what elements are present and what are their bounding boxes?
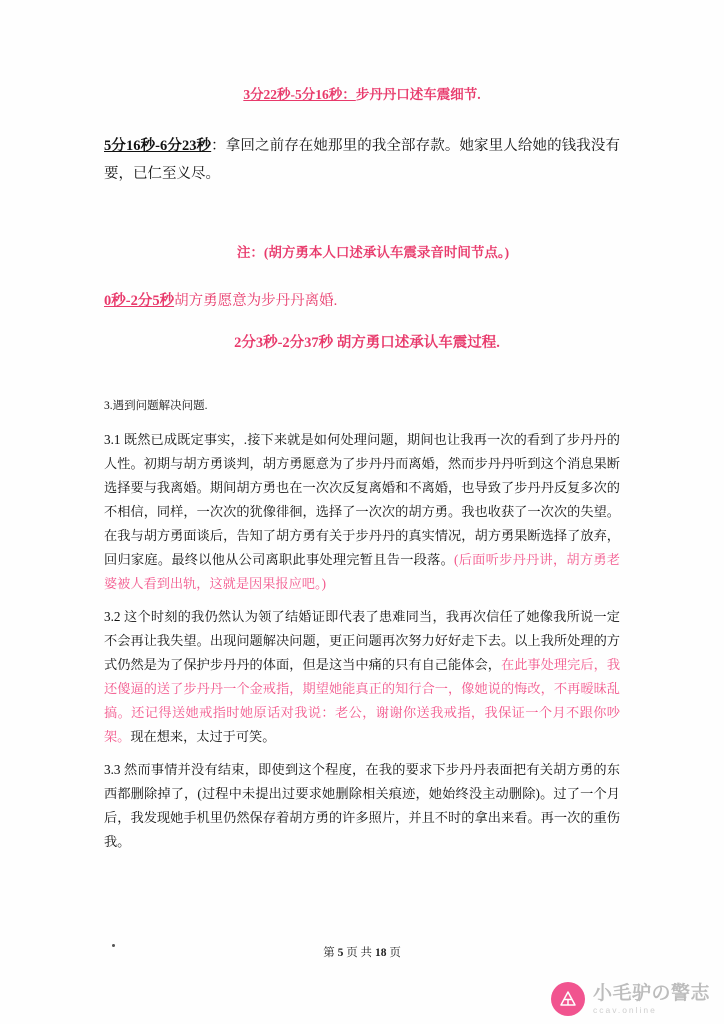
paragraph-3-2 bbox=[104, 605, 620, 749]
timeline-b-text: ：拿回之前存在她那里的我全部存款。她家里人给她的钱我没有要，已仁至义尽。 bbox=[104, 137, 620, 183]
watermark bbox=[551, 982, 710, 1016]
footer-total-pages: 18 bbox=[374, 947, 387, 959]
footer-middle: 页 共 bbox=[346, 947, 373, 959]
timeline-entry-d bbox=[104, 332, 620, 355]
watermark-text bbox=[593, 984, 710, 1015]
document-body bbox=[104, 84, 620, 863]
timeline-a-range: 3分22秒-5分16秒： bbox=[243, 87, 356, 102]
timeline-entry-a bbox=[104, 84, 620, 106]
footer-prefix: 第 bbox=[323, 947, 335, 959]
watermark-sub-text: ccav.online bbox=[592, 1004, 657, 1015]
paragraph-3-2-text: 3.2 这个时刻的我仍然认为领了结婚证即代表了患难同当，我再次信任了她像我所说一定不会再让我失望。出现问题解决问题，更正问题再次努力好好走下去。以上我所处理的方式仍然是为了保护步丹丹的体面，但是这当中痛的只有自己能体会， bbox=[104, 608, 620, 672]
timeline-d-text: 胡方勇口述承认车震过程. bbox=[336, 334, 500, 351]
timeline-entry-b bbox=[104, 132, 620, 189]
page-footer bbox=[0, 944, 724, 960]
timeline-entry-c bbox=[104, 288, 620, 316]
paragraph-3-2-text-tail: 现在想来，太过于可笑。 bbox=[130, 728, 276, 744]
timeline-a-text: 步丹丹口述车震细节. bbox=[355, 87, 481, 102]
footer-page-number: 5 bbox=[337, 947, 344, 959]
watermark-logo-icon bbox=[551, 982, 585, 1016]
timeline-b-range: 5分16秒-6分23秒 bbox=[104, 137, 212, 154]
footer-suffix: 页 bbox=[389, 947, 401, 959]
timeline-c-range: 0秒-2分5秒 bbox=[104, 293, 175, 310]
paragraph-3-1 bbox=[104, 428, 620, 596]
paragraph-3-3: 3.3 然而事情并没有结束，即使到这个程度，在我的要求下步丹丹表面把有关胡方勇的东西都删除掉了，(过程中未提出过要求她删除相关痕迹，她始终没主动删除)。过了一个月后，我发现她手机里仍然保存着胡方勇的许多照片，并且不时的拿出来看。再一次的重伤我。 bbox=[104, 761, 620, 849]
paragraph-3-1-text: 3.1 既然已成既定事实，.接下来就是如何处理问题，期间也让我再一次的看到了步丹丹的人性。初期与胡方勇谈判，胡方勇愿意为了步丹丹而离婚，然而步丹丹听到这个消息果断选择要与我离婚。期间胡方勇也在一次次反复离婚和不离婚，也导致了步丹丹反复多次的不相信，同样，一次次的犹像徘徊，选择了一次次的胡方勇。我也收获了一次次的失望。在我与胡方勇面谈后，告知了胡方勇有关于步丹丹的真实情况，胡方勇果断选择了放弃，回归家庭。最终以他从公司离职此事处理完暂且告一段落。 bbox=[104, 431, 620, 567]
timeline-d-range: 2分3秒-2分37秒 bbox=[234, 334, 334, 351]
watermark-main-text: 小毛驴の警志 bbox=[592, 982, 710, 1004]
note-line: 注：(胡方勇本人口述承认车震录音时间节点。) bbox=[236, 245, 510, 261]
timeline-c-text: 胡方勇愿意为步丹丹离婚. bbox=[174, 293, 338, 310]
paragraph-3-2-highlight: 在此事处理完后，我还傻逼的送了步丹丹一个金戒指，期望她能真正的知行合一，像她说的悔改，不再暧昧乱搞。还记得送她戒指时她原话对我说：老公，谢谢你送我戒指，我保证一个月不跟你吵架。 bbox=[104, 656, 621, 744]
section-heading-3: 3.遇到问题解决问题. bbox=[104, 400, 208, 413]
paragraph-3-1-highlight: (后面听步丹丹讲，胡方勇老婆被人看到出轨，这就是因果报应吧。) bbox=[104, 551, 620, 591]
